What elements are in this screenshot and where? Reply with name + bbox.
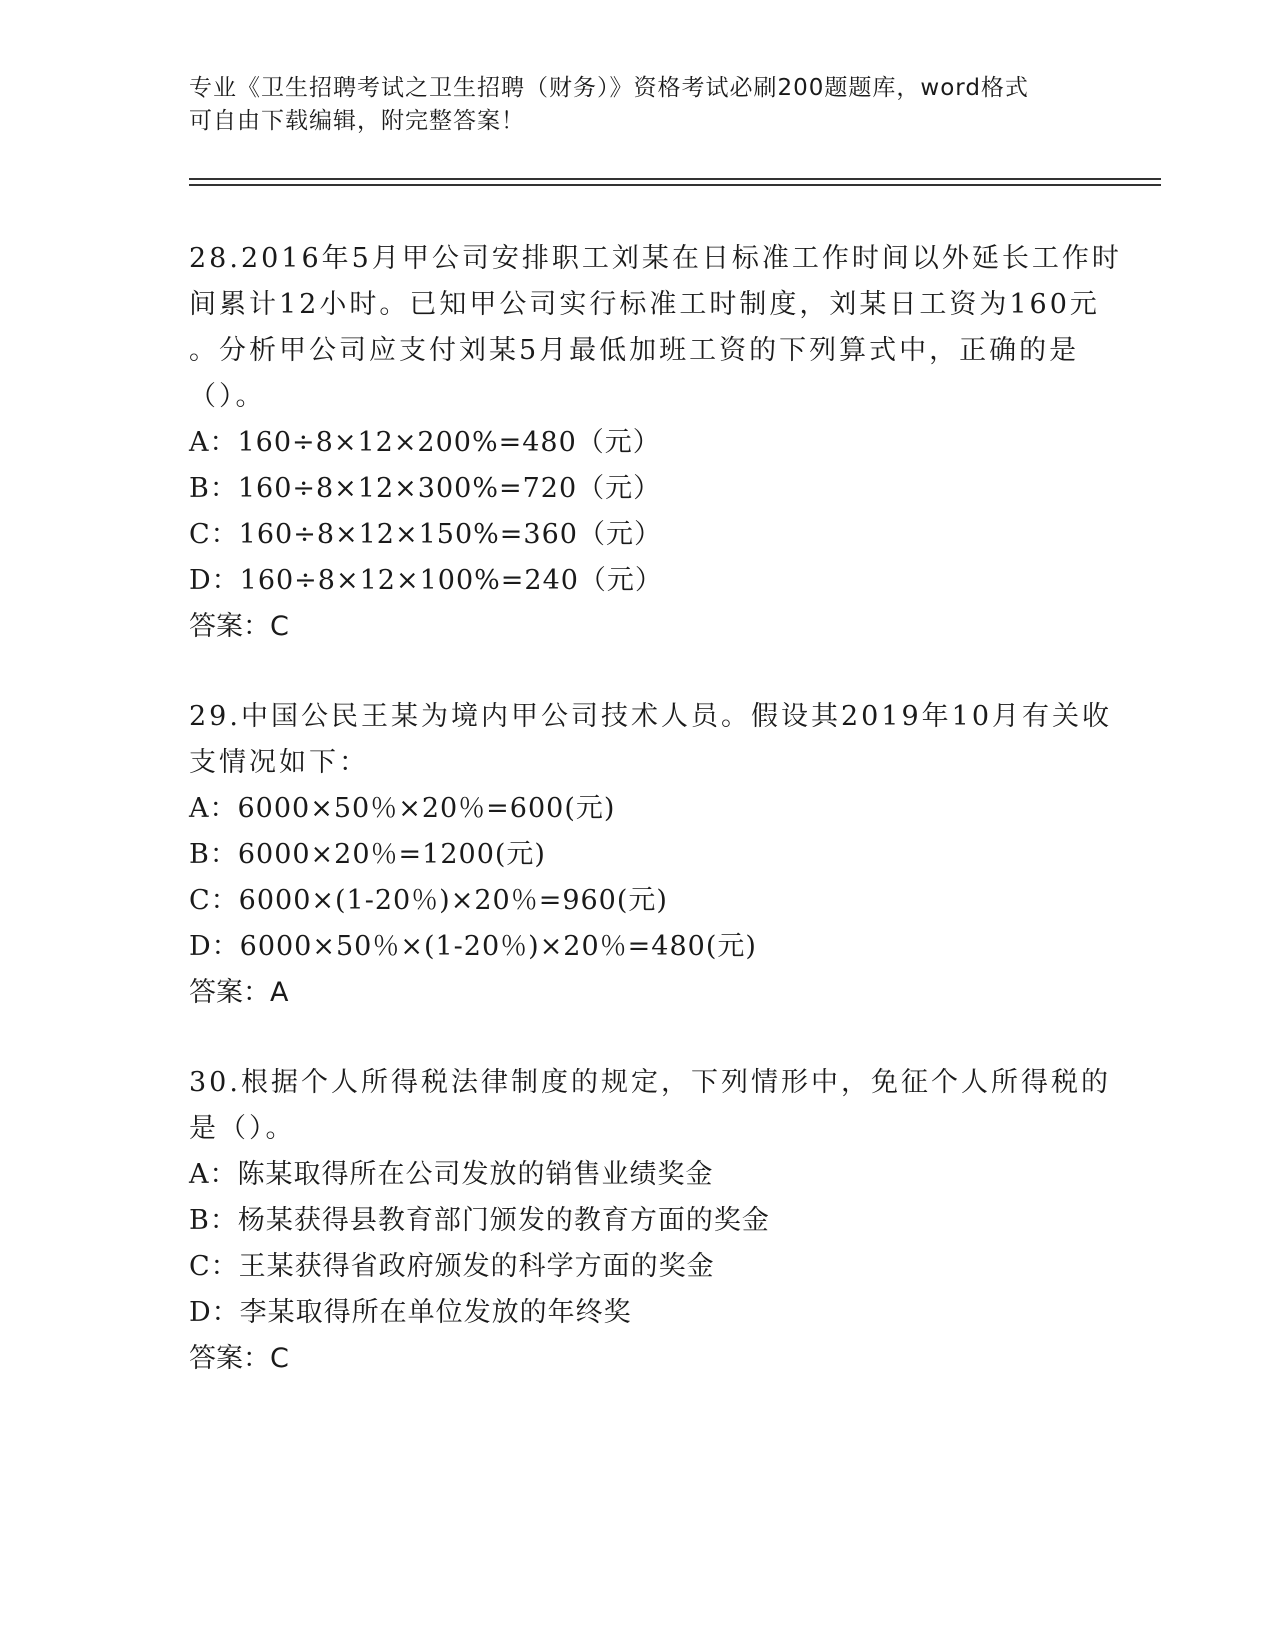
option-c: C：6000×(1-20％)×20％=960(元) bbox=[189, 885, 668, 916]
question-stem-line: 是（）。 bbox=[189, 1113, 296, 1144]
question-stem bbox=[189, 694, 1113, 786]
question-stem-line: 30.根据个人所得税法律制度的规定，下列情形中，免征个人所得税的 bbox=[189, 1067, 1111, 1098]
option-a: A：160÷8×12×200%=480（元） bbox=[189, 427, 661, 458]
document-header bbox=[189, 72, 1089, 138]
option-a: A：6000×50％×20％=600(元) bbox=[189, 793, 616, 824]
question-28 bbox=[189, 236, 1122, 650]
question-stem-line: 。分析甲公司应支付刘某5月最低加班工资的下列算式中，正确的是 bbox=[189, 335, 1080, 366]
header-divider-top bbox=[189, 178, 1161, 180]
answer-line: 答案：C bbox=[189, 1343, 289, 1374]
header-divider-bottom bbox=[189, 184, 1161, 186]
answer-line: 答案：A bbox=[189, 977, 289, 1008]
question-30 bbox=[189, 1060, 1111, 1382]
question-stem-line: 支情况如下： bbox=[189, 747, 369, 778]
option-b: B：6000×20％=1200(元) bbox=[189, 839, 546, 870]
option-a: A：陈某取得所在公司发放的销售业绩奖金 bbox=[189, 1159, 714, 1190]
question-stem-line: （）。 bbox=[189, 381, 266, 412]
option-c: C：王某获得省政府颁发的科学方面的奖金 bbox=[189, 1251, 715, 1282]
header-line-2: 可自由下载编辑，附完整答案！ bbox=[189, 108, 525, 134]
question-stem-line: 29.中国公民王某为境内甲公司技术人员。假设其2019年10月有关收 bbox=[189, 701, 1113, 732]
option-b: B：杨某获得县教育部门颁发的教育方面的奖金 bbox=[189, 1205, 770, 1236]
answer-line: 答案：C bbox=[189, 611, 289, 642]
option-b: B：160÷8×12×300%=720（元） bbox=[189, 473, 662, 504]
question-stem-line: 间累计12小时。已知甲公司实行标准工时制度，刘某日工资为160元 bbox=[189, 289, 1100, 320]
question-stem bbox=[189, 1060, 1111, 1152]
option-d: D：6000×50％×(1-20％)×20％=480(元) bbox=[189, 931, 757, 962]
option-d: D：160÷8×12×100%=240（元） bbox=[189, 565, 663, 596]
option-d: D：李某取得所在单位发放的年终奖 bbox=[189, 1297, 632, 1328]
option-c: C：160÷8×12×150%=360（元） bbox=[189, 519, 662, 550]
question-stem-line: 28.2016年5月甲公司安排职工刘某在日标准工作时间以外延长工作时 bbox=[189, 243, 1122, 274]
question-29 bbox=[189, 694, 1113, 1016]
header-line-1: 专业《卫生招聘考试之卫生招聘（财务）》资格考试必刷200题题库，word格式 bbox=[189, 75, 1029, 101]
question-stem bbox=[189, 236, 1122, 420]
